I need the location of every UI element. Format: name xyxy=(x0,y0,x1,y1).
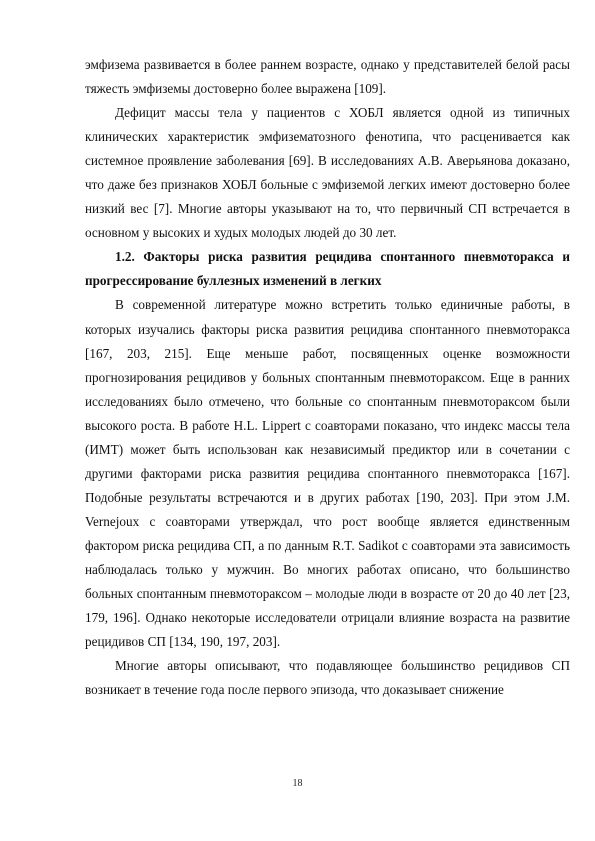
body-text xyxy=(85,53,570,702)
paragraph-risk-factors: В современной литературе можно встретить только единичные работы, в которых изучались факторы риска развития рецидива спонтанного пневмоторакса [167, 203, 215]. Еще меньше работ, посвященных оценке возможности прогнозирования рецидивов у больных спонтанным пневмотораксом. Еще в ранних исследованиях было отмечено, что больные со спонтанным пневмотораксом были высокого роста. В работе H.L. Lippert с соавторами показано, что индекс массы тела (ИМТ) может быть использован как независимый предиктор или в сочетании с другими факторами риска развития рецидива спонтанного пневмоторакса [167]. Подобные результаты встречаются и в других работах [190, 203]. При этом J.M. Vernejoux с соавторами утверждал, что рост вообще является единственным фактором риска рецидива СП, а по данным R.T. Sadikot с соавторами эта зависимость наблюдалась только у мужчин. Во многих работах описано, что большинство больных спонтанным пневмотораксом – молодые люди в возрасте от 20 до 40 лет [23, 179, 196]. Однако некоторые исследователи отрицали влияние возраста на развитие рецидивов СП [134, 190, 197, 203]. xyxy=(85,297,570,650)
paragraph-recurrence: Многие авторы описывают, что подавляющее большинство рецидивов СП возникает в течение года после первого эпизода, что доказывает снижение xyxy=(85,658,570,698)
paragraph-body-weight: Дефицит массы тела у пациентов с ХОБЛ является одной из типичных клинических характеристик эмфизематозного фенотипа, что расценивается как системное проявление заболевания [69]. В исследованиях А.В. Аверьянова доказано, что даже без признаков ХОБЛ больные с эмфиземой легких имеют достоверно более низкий вес [7]. Многие авторы указывают на то, что первичный СП встречается в основном у высоких и худых молодых людей до 30 лет. xyxy=(85,105,570,241)
page-number: 18 xyxy=(292,778,303,789)
section-heading: 1.2. Факторы риска развития рецидива спонтанного пневмоторакса и прогрессирование буллезных изменений в легких xyxy=(85,249,570,289)
paragraph-continuation: эмфизема развивается в более раннем возрасте, однако у представителей белой расы тяжесть эмфиземы достоверно более выражена [109]. xyxy=(85,57,570,97)
